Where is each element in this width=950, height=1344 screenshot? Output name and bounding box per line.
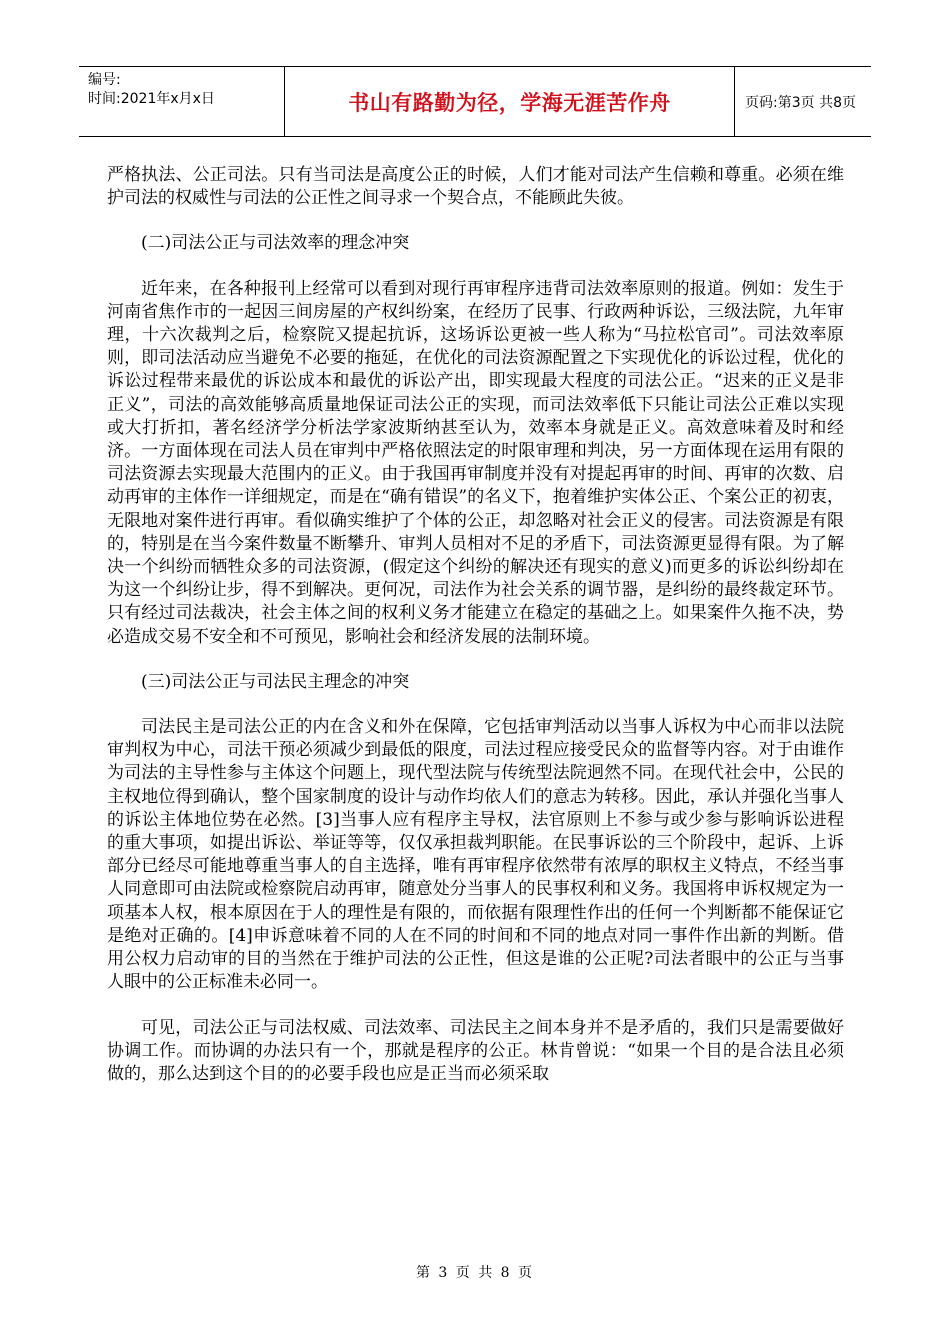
header-motto: 书山有路勤为径，学海无涯苦作舟 [285,67,735,136]
header-meta-cell [79,67,285,136]
document-body [107,164,844,1086]
header-page-code: 页码:第3页 共8页 [745,94,856,111]
footer-page-indicator: 第 3 页 共 8 页 [415,1265,535,1281]
document-number-label: 编号: [88,72,121,88]
paragraph-efficiency: 近年来，在各种报刊上经常可以看到对现行再审程序违背司法效率原则的报道。例如：发生于河南省焦作市的一起因三间房屋的产权纠纷案，在经历了民事、行政两种诉讼，三级法院，九年审理，十六次裁判之后，检察院又提起抗诉，这场诉讼更被一些人称为“马拉松官司”。司法效率原则，即司法活动应当避免不必要的拖延，在优化的司法资源配置之下实现优化的诉讼过程，优化的诉讼过程带来最优的诉讼成本和最优的诉讼产出，即实现最大程度的司法公正。“迟来的正义是非正义”，司法的高效能够高质量地保证司法公正的实现，而司法效率低下只能让司法公正难以实现或大打折扣，著名经济学分析法学家波斯纳甚至认为，效率本身就是正义。高效意味着及时和经济。一方面体现在司法人员在审判中严格依照法定的时限审理和判决，另一方面体现在运用有限的司法资源去实现最大范围内的正义。由于我国再审制度并没有对提起再审的时间、再审的次数、启动再审的主体作一详细规定，而是在“确有错误”的名义下，抱着维护实体公正、个案公正的初衷，无限地对案件进行再审。看似确实维护了个体的公正，却忽略对社会正义的侵害。司法资源是有限的，特别是在当今案件数量不断攀升、审判人员相对不足的矛盾下，司法资源更显得有限。为了解决一个纠纷而牺牲众多的司法资源，(假定这个纠纷的解决还有现实的意义)而更多的诉讼纠纷却在为这一个纠纷让步，得不到解决。更何况，司法作为社会关系的调节器，是纠纷的最终裁定环节。只有经过司法裁决，社会主体之间的权利义务才能建立在稳定的基础之上。如果案件久拖不决，势必造成交易不安全和不可预见，影响社会和经济发展的法制环境。 [107,278,844,647]
section-heading-democracy: (三)司法公正与司法民主理念的冲突 [141,671,410,692]
page-footer [0,1262,950,1282]
document-time-label: 时间:2021年x月x日 [88,91,215,107]
paragraph-intro: 严格执法、公正司法。只有当司法是高度公正的时候，人们才能对司法产生信赖和尊重。必须在维护司法的权威性与司法的公正性之间寻求一个契合点，不能顾此失彼。 [107,165,844,209]
paragraph-democracy: 司法民主是司法公正的内在含义和外在保障，它包括审判活动以当事人诉权为中心而非以法院审判权为中心，司法干预必须减少到最低的限度，司法过程应接受民众的监督等内容。对于由谁作为司法的主导性参与主体这个问题上，现代型法院与传统型法院迥然不同。在现代社会中，公民的主权地位得到确认，整个国家制度的设计与动作均依人们的意志为转移。因此，承认并强化当事人的诉讼主体地位势在必然。[3]当事人应有程序主导权，法官原则上不参与或少参与影响诉讼进程的重大事项，如提出诉讼、举证等等，仅仅承担裁判职能。在民事诉讼的三个阶段中，起诉、上诉部分已经尽可能地尊重当事人的自主选择，唯有再审程序依然带有浓厚的职权主义特点，不经当事人同意即可由法院或检察院启动再审，随意处分当事人的民事权利和义务。我国将申诉权规定为一项基本人权，根本原因在于人的理性是有限的，而依据有限理性作出的任何一个判断都不能保证它是绝对正确的。[4]申诉意味着不同的人在不同的时间和不同的地点对同一事件作出新的判断。借用公权力启动审的目的当然在于维护司法的公正性，但这是谁的公正呢?司法者眼中的公正与当事人眼中的公正标准未必同一。 [107,717,844,993]
document-header [79,66,871,137]
section-heading-efficiency: (二)司法公正与司法效率的理念冲突 [141,233,410,254]
paragraph-conclusion: 可见，司法公正与司法权威、司法效率、司法民主之间本身并不是矛盾的，我们只是需要做好协调工作。而协调的办法只有一个，那就是程序的公正。林肯曾说：“如果一个目的是合法且必须做的，那么达到这个目的的必要手段也应是正当而必须采取 [107,1017,844,1084]
